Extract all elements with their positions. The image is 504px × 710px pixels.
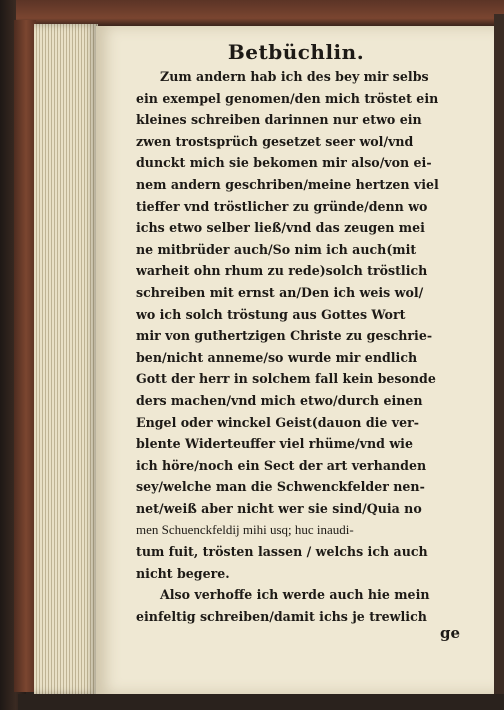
text-line: ben/nicht anneme/so wurde mir endlich bbox=[136, 349, 418, 365]
text-line: ne mitbrüder auch/So nim ich auch(mit bbox=[136, 241, 417, 257]
text-line: Engel oder winckel Geist(dauon die ver- bbox=[136, 414, 419, 430]
text-line: nicht begere. bbox=[136, 565, 230, 581]
running-title: Betbüchlin. bbox=[227, 40, 365, 64]
text-line: Zum andern hab ich des bey mir selbs bbox=[160, 69, 429, 84]
text-line: net/weiß aber nicht wer sie sind/Quia no bbox=[136, 500, 422, 516]
text-line: tieffer vnd tröstlicher zu gründe/denn wo bbox=[136, 198, 428, 214]
text-line: mir von guthertzigen Christe zu geschrie- bbox=[136, 328, 433, 344]
catchword: ge bbox=[440, 624, 461, 642]
text-line: sey/welche man die Schwenckfelder nen- bbox=[136, 479, 425, 495]
text-line: warheit ohn rhum zu rede)solch tröstlich bbox=[136, 263, 428, 279]
book-cover-spine bbox=[14, 20, 36, 692]
text-line: einfeltig schreiben/damit ichs je trewlich bbox=[136, 608, 427, 624]
text-line: ich höre/noch ein Sect der art verhanden bbox=[136, 457, 427, 473]
text-line: ein exempel genomen/den mich tröstet ein bbox=[136, 90, 439, 106]
text-line: Gott der herr in solchem fall kein besonde bbox=[136, 371, 436, 387]
body-text bbox=[136, 66, 466, 627]
text-line: nem andern geschriben/meine hertzen viel bbox=[136, 176, 439, 192]
text-line: blente Widerteuffer viel rhüme/vnd wie bbox=[136, 436, 413, 452]
text-line-latin: men Schuenckfeldij mihi usq; huc inaudi- bbox=[136, 522, 354, 538]
text-line: ders machen/vnd mich etwo/durch einen bbox=[136, 392, 423, 408]
text-line: wo ich solch tröstung aus Gottes Wort bbox=[136, 306, 406, 322]
text-line: kleines schreiben darinnen nur etwo ein bbox=[136, 112, 422, 128]
background-edge-bottom bbox=[18, 694, 504, 710]
text-line: ichs etwo selber ließ/vnd das zeugen mei bbox=[136, 220, 425, 236]
page-edges bbox=[34, 24, 98, 694]
book-cover-top bbox=[16, 0, 504, 26]
text-line: schreiben mit ernst an/Den ich weis wol/ bbox=[136, 284, 424, 300]
background-edge bbox=[494, 14, 504, 710]
text-line: dunckt mich sie bekomen mir also/von ei- bbox=[136, 155, 432, 171]
text-line: Also verhoffe ich werde auch hie mein bbox=[160, 587, 430, 603]
text-line: zwen trostsprüch gesetzet seer wol/vnd bbox=[136, 133, 414, 149]
text-line: tum fuit, trösten lassen / welchs ich auch bbox=[136, 544, 428, 560]
